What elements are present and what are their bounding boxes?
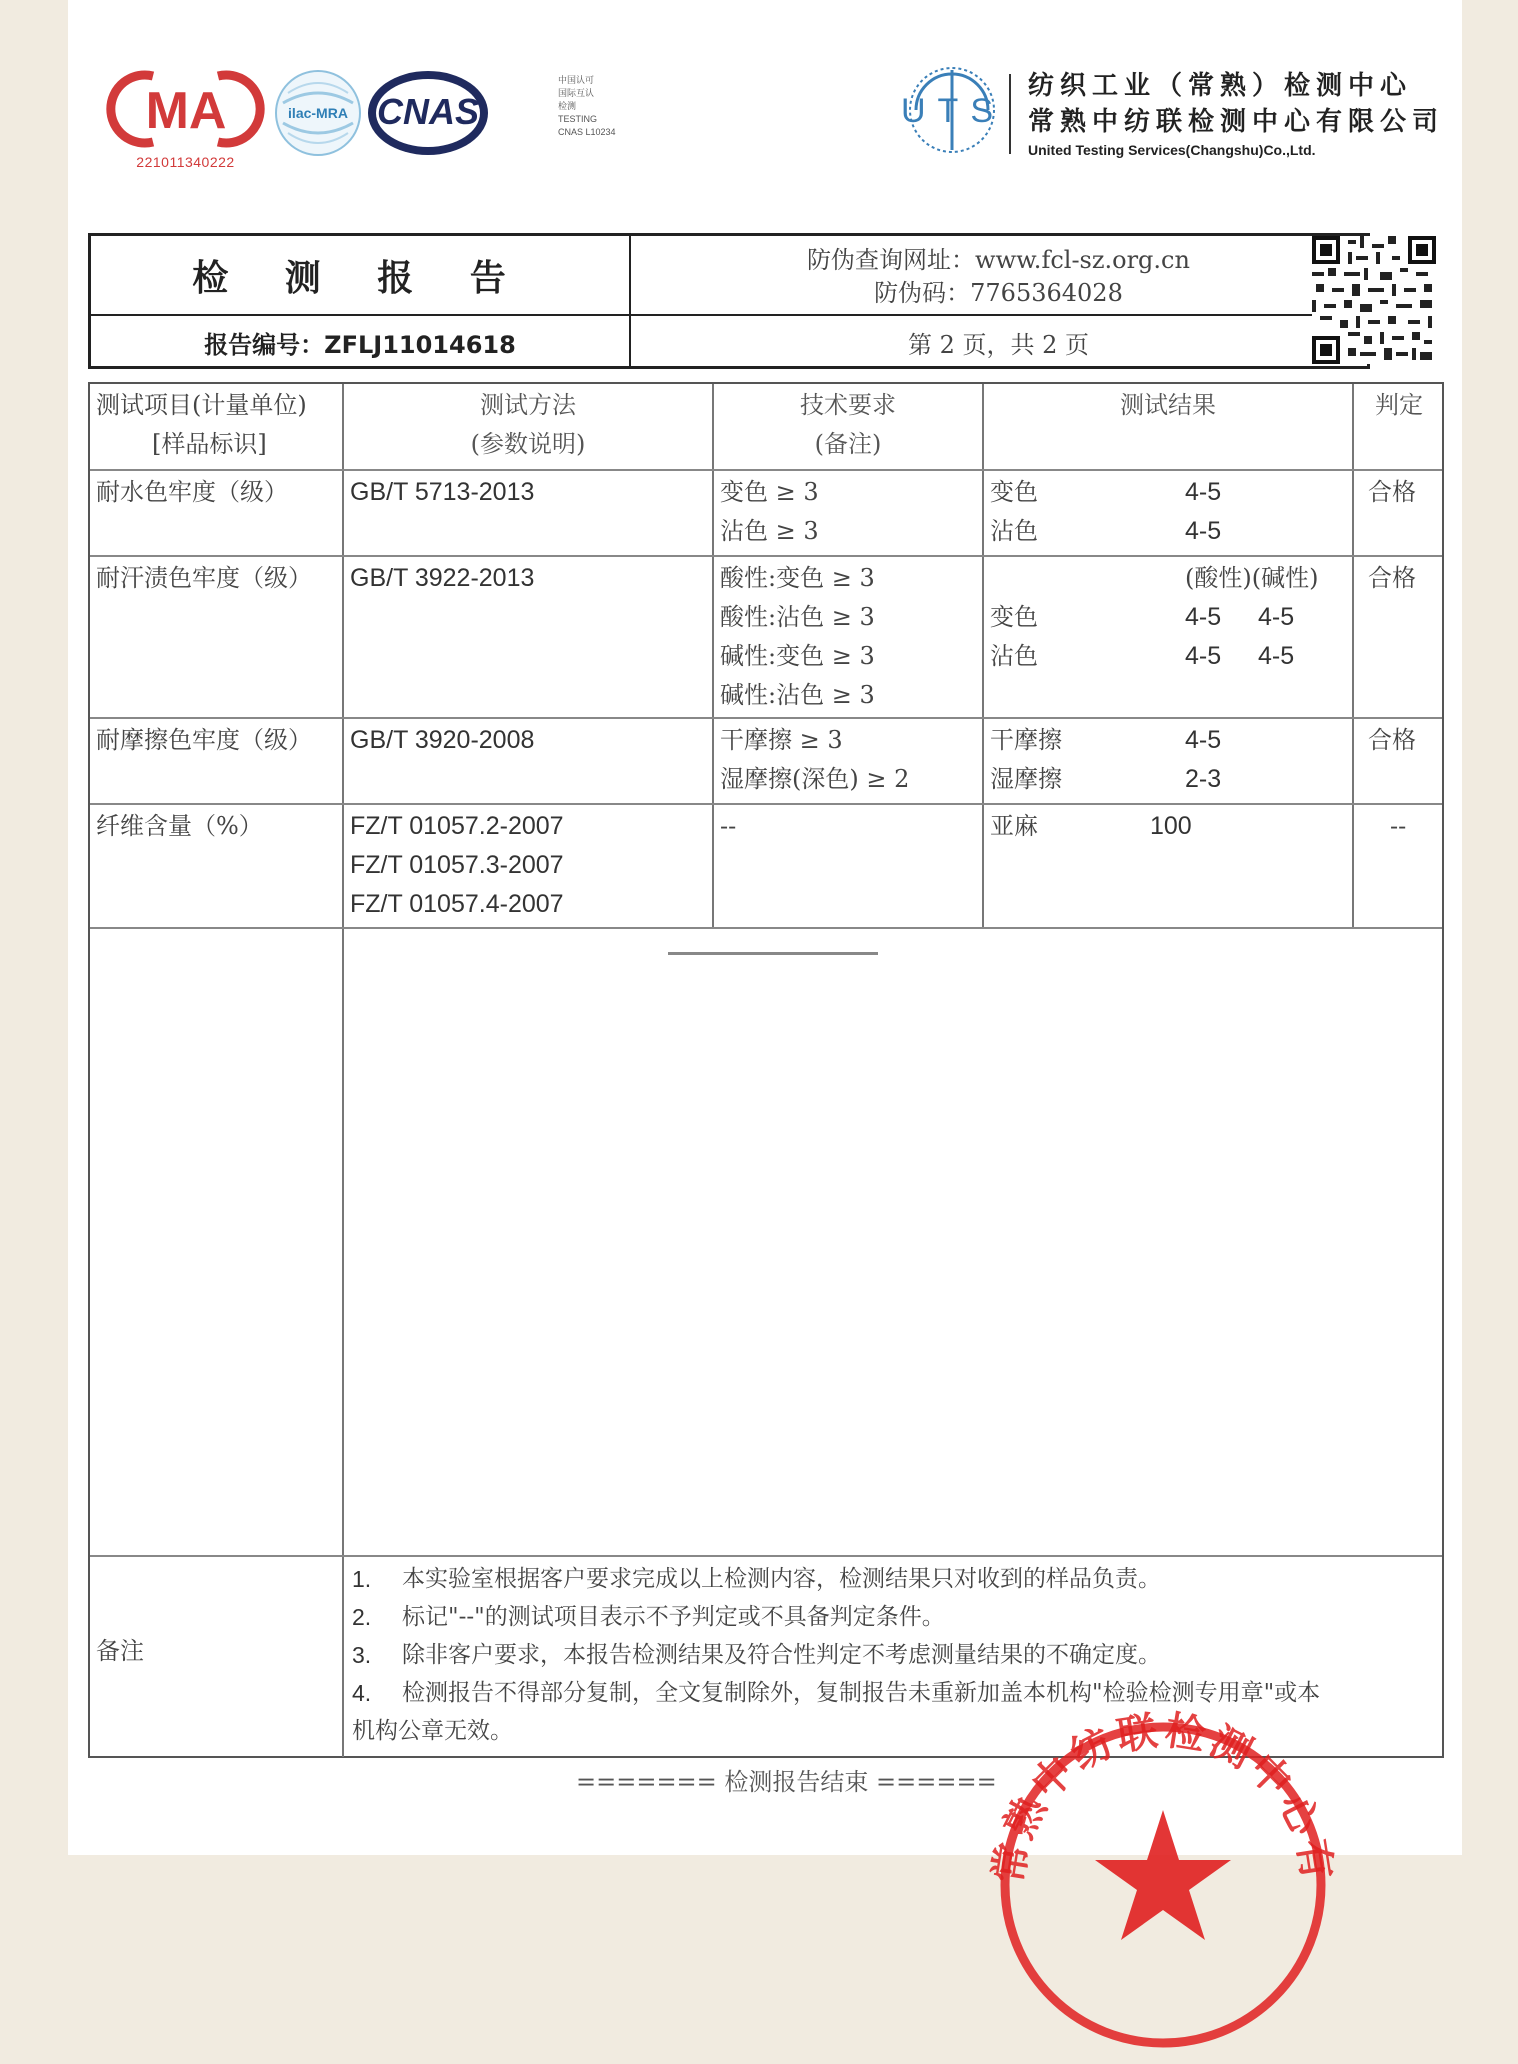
requirement-line: 酸性:沾色 ≥ 3 [720, 603, 875, 631]
result-label-line: 沾色 [990, 642, 1038, 670]
remark-number: 1. [352, 1566, 372, 1592]
uts-org-header [901, 60, 1451, 170]
anti-fake-info [631, 236, 1366, 314]
result-label-line: 沾色 [990, 517, 1038, 545]
row-method: GB/T 3920-2008 [350, 726, 535, 754]
row-requirement [720, 559, 875, 715]
requirement-line: 沾色 ≥ 3 [720, 517, 819, 545]
divider [1352, 384, 1354, 928]
report-title: 检 测 报 告 [192, 257, 528, 299]
header-requirement [714, 386, 982, 464]
result-value-acid [1185, 598, 1221, 676]
divider [90, 717, 1442, 719]
row-judgement: -- [1390, 812, 1407, 840]
org-name-cn-1: 纺织工业（常熟）检测中心 [1028, 71, 1413, 101]
requirement-line: 变色 ≥ 3 [720, 478, 819, 506]
row-method: GB/T 5713-2013 [350, 478, 535, 506]
result-label-line: 湿摩擦 [990, 765, 1062, 793]
cnas-side-line: 中国认可 [558, 75, 595, 85]
cma-logo [113, 68, 258, 170]
row-judgement: 合格 [1368, 564, 1416, 592]
ilac-mra-logo [273, 68, 363, 162]
anti-fake-site: 防伪查询网址：www.fcl-sz.org.cn [807, 246, 1190, 274]
anti-fake-code: 防伪码：7765364028 [874, 279, 1123, 307]
seal-text: 常熟中纺联检测中心有 [985, 1707, 1341, 1887]
result-value-line: 4-5 [1185, 726, 1222, 754]
row-method: GB/T 3922-2013 [350, 564, 535, 592]
cnas-logo-text: CNAS [376, 91, 480, 132]
row-item: 耐水色牢度（级） [96, 478, 288, 506]
results-table [88, 382, 1444, 1758]
remark-item [352, 1560, 1320, 1598]
accreditation-logos [113, 60, 673, 170]
remark-item [352, 1598, 1320, 1636]
report-end-marker: ======= 检测报告结束 ====== [576, 1768, 997, 1796]
uts-logo [901, 64, 1005, 168]
result-value-line: 4-5 [1185, 642, 1222, 670]
cnas-side-line: CNAS L10234 [558, 127, 616, 137]
remark-text: 除非客户要求，本报告检测结果及符合性判定不考虑测量结果的不确定度。 [402, 1642, 1161, 1668]
uts-divider [1009, 74, 1011, 154]
result-value-line: 4-5 [1258, 642, 1295, 670]
qr-code-icon [1312, 236, 1436, 364]
result-value-line: 4-5 [1185, 603, 1222, 631]
row-judgement: 合格 [1368, 726, 1416, 754]
remark-number: 3. [352, 1642, 372, 1668]
title-block [88, 233, 1370, 369]
cnas-side-line: TESTING [558, 114, 598, 124]
remark-text: 检测报告不得部分复制，全文复制除外，复制报告未重新加盖本机构"检验检测专用章"或本 [402, 1680, 1321, 1706]
row-item: 纤维含量（%） [96, 812, 263, 840]
header-result: 测试结果 [1120, 391, 1216, 419]
row-item: 耐摩擦色牢度（级） [96, 726, 312, 754]
divider [712, 384, 714, 928]
header-item [96, 386, 307, 464]
requirement-line: 酸性:变色 ≥ 3 [720, 564, 875, 592]
remark-continuation: 机构公章无效。 [352, 1718, 513, 1744]
remark-item [352, 1636, 1320, 1674]
header-method-line: 测试方法 [480, 391, 576, 419]
header-item-line: 测试项目(计量单位) [96, 391, 307, 419]
header-requirement-line: 技术要求 [800, 391, 896, 419]
cnas-side-line: 检测 [558, 101, 577, 111]
divider [342, 384, 344, 1757]
result-value-line: 4-5 [1185, 478, 1222, 506]
result-value-alkali [1258, 598, 1294, 676]
result-value-line: 4-5 [1258, 603, 1295, 631]
divider [982, 384, 984, 928]
cnas-side-line: 国际互认 [558, 88, 595, 98]
header-judgement: 判定 [1375, 391, 1423, 419]
result-label: 亚麻 [990, 812, 1038, 840]
result-label [990, 721, 1062, 799]
row-requirement: -- [720, 812, 737, 840]
remarks-label: 备注 [96, 1637, 144, 1665]
requirement-line: 碱性:变色 ≥ 3 [720, 642, 875, 670]
row-item: 耐汗渍色牢度（级） [96, 564, 312, 592]
method-line: FZ/T 01057.4-2007 [350, 890, 564, 918]
remark-number: 2. [352, 1604, 372, 1630]
org-name-en: United Testing Services(Changshu)Co.,Ltd. [1028, 142, 1316, 158]
uts-names [1028, 68, 1444, 158]
uts-logo-text: UTS [901, 92, 1005, 130]
remark-text: 标记"--"的测试项目表示不予判定或不具备判定条件。 [402, 1604, 945, 1630]
header-item-line: [样品标识] [152, 430, 267, 458]
divider [90, 469, 1442, 471]
result-value [1185, 473, 1221, 551]
report-number: 报告编号：ZFLJ11014618 [204, 330, 516, 359]
org-name-cn-2: 常熟中纺联检测中心有限公司 [1028, 107, 1445, 137]
result-value-line: 4-5 [1185, 517, 1222, 545]
row-requirement [720, 473, 819, 551]
result-value: 100 [1150, 812, 1192, 840]
result-label-line: 变色 [990, 478, 1038, 506]
divider [90, 927, 1442, 929]
remark-text: 本实验室根据客户要求完成以上检测内容，检测结果只对收到的样品负责。 [402, 1566, 1161, 1592]
method-line: FZ/T 01057.2-2007 [350, 812, 564, 840]
requirement-line: 干摩擦 ≥ 3 [720, 726, 843, 754]
row-requirement [720, 721, 909, 799]
remark-number: 4. [352, 1680, 372, 1706]
result-label [990, 473, 1038, 551]
official-seal-icon [983, 1700, 1343, 2064]
divider [90, 1555, 1442, 1557]
row-method [350, 807, 564, 924]
divider [668, 952, 878, 955]
header-requirement-line: (备注) [814, 430, 882, 458]
requirement-line: 湿摩擦(深色) ≥ 2 [720, 765, 910, 793]
result-label-line: 干摩擦 [990, 726, 1062, 754]
result-label [990, 598, 1038, 676]
result-subheader: (酸性)(碱性) [1185, 564, 1319, 592]
report-page [68, 0, 1462, 1887]
header-method-line: (参数说明) [470, 430, 586, 458]
row-judgement: 合格 [1368, 478, 1416, 506]
page-info: 第 2 页，共 2 页 [907, 330, 1090, 359]
result-value-line: 2-3 [1185, 765, 1222, 793]
header-method [344, 386, 712, 464]
result-label-line: 变色 [990, 603, 1038, 631]
cnas-logo [363, 68, 553, 162]
divider [90, 555, 1442, 557]
ilac-logo-text: ilac-MRA [288, 105, 348, 121]
requirement-line: 碱性:沾色 ≥ 3 [720, 681, 875, 709]
cma-number: 221011340222 [136, 154, 235, 170]
cnas-side-text [558, 74, 616, 139]
cma-logo-text: MA [145, 82, 227, 140]
result-value [1185, 721, 1221, 799]
divider [90, 803, 1442, 805]
method-line: FZ/T 01057.3-2007 [350, 851, 564, 879]
